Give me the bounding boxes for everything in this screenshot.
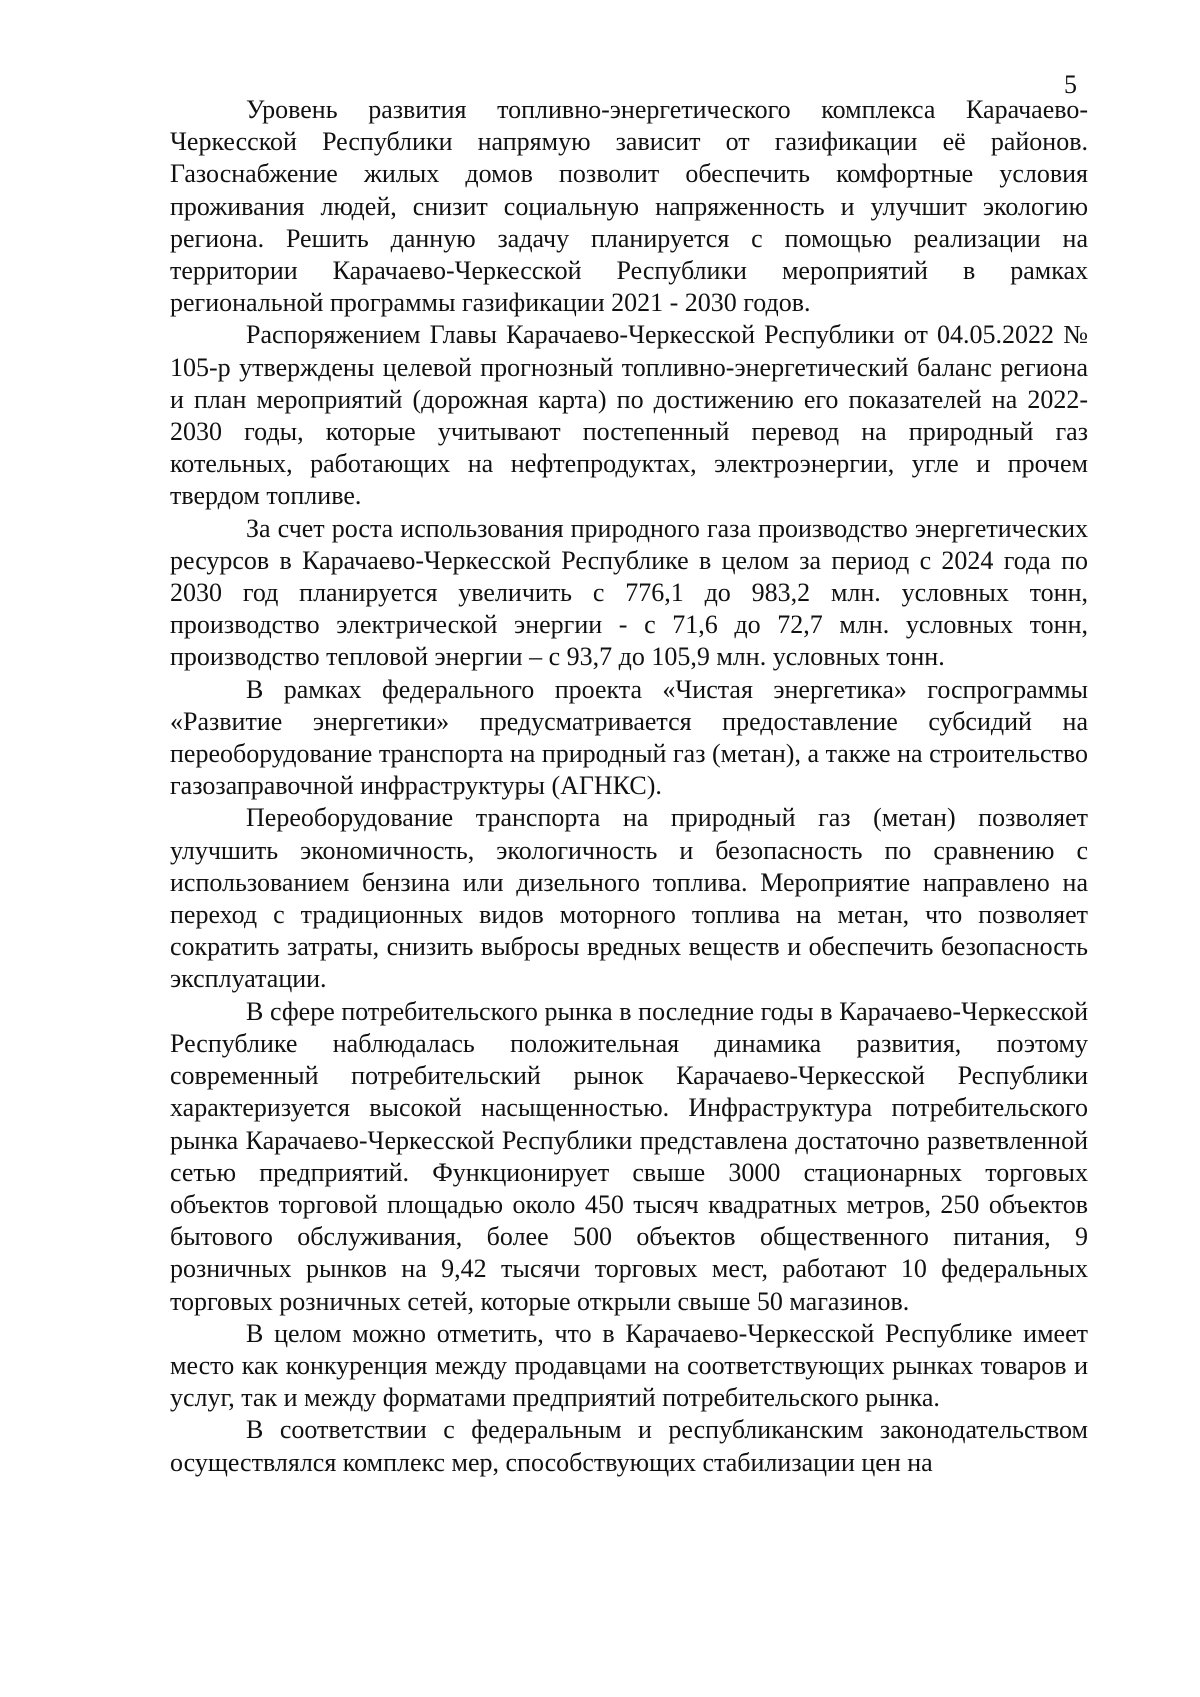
paragraph-consumer-market: В сфере потребительского рынка в последние годы в Карачаево-Черкесской Республике наблюдалась положительная динамика развития, поэтому современный потребительский рынок Карачаево-Черкесской Республики характеризуется высокой насыщенностью. Инфраструктура потребительского рынка Карачаево-Черкесской Республики представлена достаточно разветвленной сетью предприятий. Функционирует свыше 3000 стационарных торговых объектов торговой площадью около 450 тысяч квадратных метров, 250 объектов бытового обслуживания, более 500 объектов общественного питания, 9 розничных рынков на 9,42 тысячи торговых мест, работают 10 федеральных торговых розничных сетей, которые открыли свыше 50 магазинов. [170, 996, 1088, 1316]
page-number: 5 [1064, 70, 1077, 99]
paragraph-clean-energy: В рамках федерального проекта «Чистая энергетика» госпрограммы «Развитие энергетики» предусматривается предоставление субсидий на переоборудование транспорта на природный газ (метан), а также на строительство газозаправочной инфраструктуры (АГНКС). [170, 674, 1088, 801]
document-body [170, 94, 1088, 1479]
paragraph-order: Распоряжением Главы Карачаево-Черкесской Республики от 04.05.2022 № 105-р утверждены целевой прогнозный топливно-энергетический баланс региона и план мероприятий (дорожная карта) по достижению его показателей на 2022-2030 годы, которые учитывают постепенный перевод на природный газ котельных, работающих на нефтепродуктах, электроэнергии, угле и прочем твердом топливе. [170, 320, 1088, 511]
paragraph-gasification: Уровень развития топливно-энергетического комплекса Карачаево-Черкесской Республики напрямую зависит от газификации её районов. Газоснабжение жилых домов позволит обеспечить комфортные условия проживания людей, снизит социальную напряженность и улучшит экологию региона. Решить данную задачу планируется с помощью реализации на территории Карачаево-Черкесской Республики мероприятий в рамках региональной программы газификации 2021 - 2030 годов. [170, 95, 1088, 318]
paragraph-energy-production: За счет роста использования природного газа производство энергетических ресурсов в Карачаево-Черкесской Республике в целом за период с 2024 года по 2030 год планируется увеличить с 776,1 до 983,2 млн. условных тонн, производство электрической энергии - с 71,6 до 72,7 млн. условных тонн, производство тепловой энергии – с 93,7 до 105,9 млн. условных тонн. [170, 513, 1088, 672]
paragraph-competition: В целом можно отметить, что в Карачаево-Черкесской Республике имеет место как конкуренция между продавцами на соответствующих рынках товаров и услуг, так и между форматами предприятий потребительского рынка. [170, 1318, 1088, 1413]
paragraph-legislation: В соответствии с федеральным и республиканским законодательством осуществлялся комплекс мер, способствующих стабилизации цен на [170, 1415, 1088, 1477]
paragraph-transport-conversion: Переоборудование транспорта на природный газ (метан) позволяет улучшить экономичность, экологичность и безопасность по сравнению с использованием бензина или дизельного топлива. Мероприятие направлено на переход с традиционных видов моторного топлива на метан, что позволяет сократить затраты, снизить выбросы вредных веществ и обеспечить безопасность эксплуатации. [170, 803, 1088, 994]
